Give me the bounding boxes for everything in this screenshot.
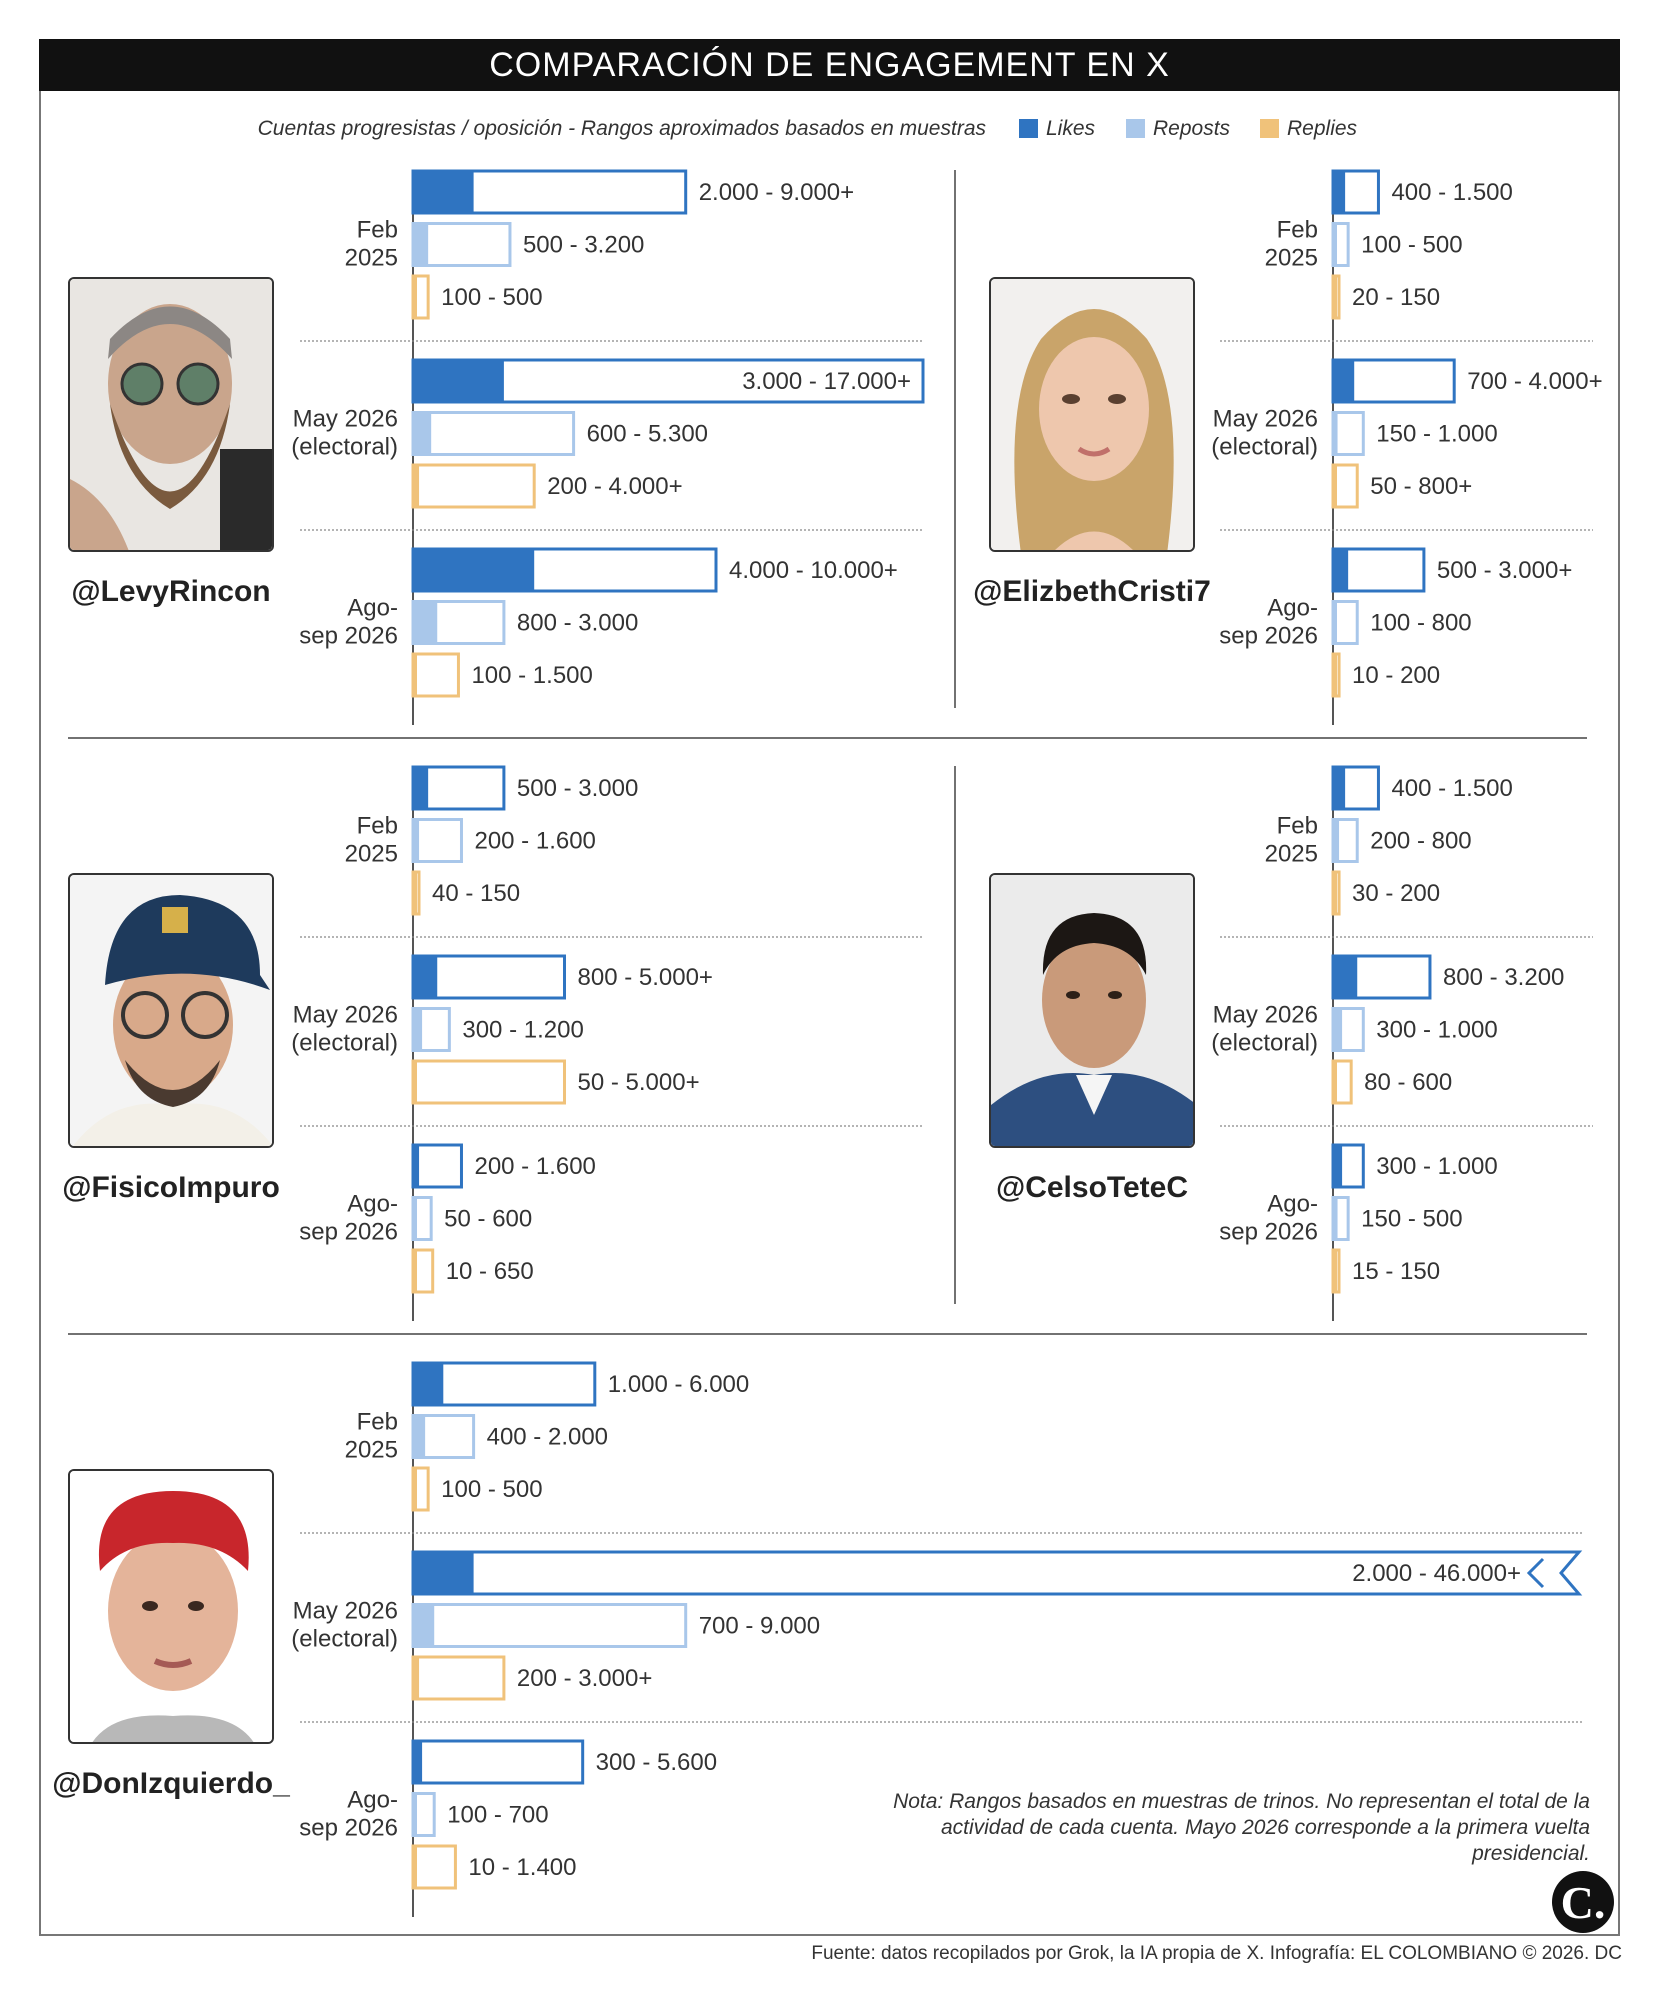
bar-replies-min [1333, 465, 1337, 507]
bar-reposts-outline [413, 820, 461, 862]
bar-value-label: 100 - 1.500 [471, 662, 593, 689]
bar-replies-min [413, 1846, 417, 1888]
bar-reposts-min [1333, 413, 1338, 455]
bar-value-label: 15 - 150 [1352, 1258, 1441, 1285]
bar-value-label: 80 - 600 [1364, 1069, 1453, 1096]
legend-label-likes: Likes [1046, 117, 1096, 140]
bar-value-label: 800 - 5.000+ [577, 964, 713, 991]
legend-label-reposts: Reposts [1153, 117, 1231, 140]
period-label: 2025 [1264, 840, 1318, 868]
bar-value-label: 300 - 5.600 [595, 1749, 718, 1776]
bar-value-label: 200 - 4.000+ [547, 473, 683, 500]
bar-value-label: 100 - 700 [447, 1801, 549, 1829]
period-label: 2025 [344, 244, 398, 272]
bar-value-label: 2.000 - 46.000+ [1352, 1560, 1521, 1587]
bar-replies-min [413, 1657, 419, 1699]
bar-value-label: 100 - 500 [441, 1476, 543, 1503]
period-label: (electoral) [291, 1625, 398, 1653]
period-label: Feb [1276, 812, 1318, 840]
period-label: sep 2026 [299, 622, 398, 650]
bar-replies-min [1333, 872, 1337, 914]
bar-value-label: 50 - 5.000+ [577, 1069, 700, 1096]
bar-replies-min [413, 1250, 417, 1292]
bar-replies-min [1333, 654, 1337, 696]
bar-value-label: 200 - 3.000+ [516, 1665, 653, 1692]
period-label: (electoral) [1211, 1029, 1318, 1057]
bar-reposts-min [1333, 1198, 1338, 1240]
period-label: Feb [356, 1408, 398, 1436]
period-label: sep 2026 [1219, 622, 1318, 650]
period-label: sep 2026 [299, 1814, 398, 1842]
bar-reposts-min [1333, 1009, 1342, 1051]
period-label: May 2026 [292, 1597, 398, 1625]
period-label: (electoral) [291, 1029, 398, 1057]
handle-elizbethcristi7: @ElizbethCristi7 [973, 575, 1211, 608]
period-label: 2025 [344, 1436, 398, 1464]
bar-replies-min [413, 872, 417, 914]
bar-reposts-min [413, 413, 431, 455]
bar-reposts-min [413, 1009, 422, 1051]
bar-value-label: 300 - 1.000 [1376, 1153, 1498, 1180]
bar-reposts-min [1333, 224, 1337, 266]
handle-levyrincon: @LevyRincon [71, 575, 271, 608]
bar-likes-min [413, 956, 437, 998]
bar-value-label: 800 - 3.000 [516, 609, 639, 637]
bar-value-label: 500 - 3.000 [516, 775, 639, 802]
period-label: May 2026 [292, 1001, 398, 1029]
bar-value-label: 100 - 800 [1370, 609, 1472, 637]
bar-likes-outline [413, 1145, 461, 1187]
bar-likes-min [1333, 956, 1357, 998]
period-label: May 2026 [292, 405, 398, 433]
bar-likes-min [413, 549, 534, 591]
bar-replies-outline [413, 654, 458, 696]
bar-value-label: 10 - 1.400 [468, 1854, 577, 1881]
bar-replies-min [413, 654, 417, 696]
bar-reposts-min [1333, 820, 1339, 862]
period-label: (electoral) [1211, 433, 1318, 461]
handle-celsotetec: @CelsoTeteC [995, 1171, 1189, 1204]
bar-value-label: 500 - 3.200 [522, 231, 645, 259]
bar-value-label: 700 - 9.000 [698, 1612, 821, 1640]
bar-replies-min [1333, 1250, 1337, 1292]
bar-value-label: 300 - 1.000 [1376, 1016, 1498, 1044]
bar-likes-min [1333, 360, 1354, 402]
bar-likes-min [413, 1552, 474, 1594]
period-label: Ago- [347, 1190, 398, 1218]
bar-likes-min [413, 1363, 443, 1405]
bar-replies-min [413, 276, 417, 318]
bar-replies-outline [413, 1846, 455, 1888]
bar-value-label: 200 - 1.600 [474, 827, 596, 855]
period-label: 2025 [1264, 244, 1318, 272]
bar-value-label: 500 - 3.000+ [1436, 557, 1573, 584]
bar-likes-min [413, 1145, 419, 1187]
bar-reposts-min [413, 820, 419, 862]
period-label: May 2026 [1212, 1001, 1318, 1029]
bar-likes-min [1333, 1145, 1342, 1187]
bar-likes-min [413, 360, 504, 402]
bar-value-label: 40 - 150 [432, 880, 521, 907]
period-label: sep 2026 [299, 1218, 398, 1246]
bar-likes-min [1333, 171, 1345, 213]
bar-reposts-min [1333, 602, 1337, 644]
bar-value-label: 100 - 500 [441, 284, 543, 311]
bar-replies-outline [413, 1657, 504, 1699]
bar-reposts-min [413, 1605, 434, 1647]
bar-value-label: 1.000 - 6.000 [607, 1371, 750, 1398]
bar-replies-outline [413, 1061, 565, 1103]
bar-reposts-min [413, 1198, 417, 1240]
bar-likes-outline [413, 1741, 583, 1783]
subtitle: Cuentas progresistas / oposición - Rangos aproximados basados en muestras [257, 117, 986, 140]
bar-value-label: 50 - 600 [444, 1205, 533, 1233]
handle-fisicoimpuro: @FisicoImpuro [62, 1171, 280, 1204]
bar-likes-min [413, 767, 428, 809]
bar-value-label: 700 - 4.000+ [1467, 368, 1603, 395]
period-label: Ago- [1267, 594, 1318, 622]
bar-likes-min [1333, 549, 1348, 591]
period-label: Feb [356, 216, 398, 244]
bar-reposts-min [413, 1794, 417, 1836]
period-label: (electoral) [291, 433, 398, 461]
bar-value-label: 10 - 200 [1352, 662, 1441, 689]
handle-donizquierdo: @DonIzquierdo_ [52, 1767, 290, 1800]
el-colombiano-logo-icon: C. [1552, 1871, 1614, 1933]
footnote: Nota: Rangos basados en muestras de trinos. No representan el total de la actividad de cada cuenta. Mayo 2026 corresponde a la primera vuelta presidencial. [893, 1790, 1590, 1865]
period-label: May 2026 [1212, 405, 1318, 433]
source-credit: Fuente: datos recopilados por Grok, la IA propia de X. Infografía: EL COLOMBIANO © 2026. DC [811, 1943, 1622, 1964]
bar-replies-min [413, 465, 419, 507]
legend-label-replies: Replies [1287, 117, 1358, 140]
bar-value-label: 100 - 500 [1361, 231, 1463, 259]
period-label: Feb [1276, 216, 1318, 244]
bar-replies-outline [413, 465, 534, 507]
bar-value-label: 4.000 - 10.000+ [729, 557, 898, 584]
bar-value-label: 400 - 2.000 [486, 1423, 609, 1451]
bar-likes-min [413, 1741, 422, 1783]
bar-replies-min [413, 1061, 417, 1103]
bar-reposts-min [413, 224, 428, 266]
bar-value-label: 150 - 500 [1361, 1205, 1463, 1233]
bar-likes-min [413, 171, 474, 213]
bar-value-label: 2.000 - 9.000+ [698, 179, 855, 206]
period-label: Ago- [347, 594, 398, 622]
bar-reposts-outline [413, 1605, 686, 1647]
bar-value-label: 30 - 200 [1352, 880, 1441, 907]
bar-reposts-min [413, 602, 437, 644]
infographic-title: COMPARACIÓN DE ENGAGEMENT EN X [39, 39, 1620, 91]
period-label: Feb [356, 812, 398, 840]
bar-reposts-outline [413, 413, 574, 455]
bar-value-label: 400 - 1.500 [1391, 775, 1513, 802]
bar-value-label: 300 - 1.200 [462, 1016, 584, 1044]
bar-value-label: 150 - 1.000 [1376, 420, 1498, 448]
bar-replies-min [413, 1468, 417, 1510]
period-label: Ago- [1267, 1190, 1318, 1218]
bar-value-label: 800 - 3.200 [1442, 964, 1565, 991]
bar-value-label: 600 - 5.300 [586, 420, 709, 448]
period-label: 2025 [344, 840, 398, 868]
bar-value-label: 50 - 800+ [1370, 473, 1473, 500]
bar-replies-min [1333, 276, 1337, 318]
bar-value-label: 200 - 800 [1370, 827, 1472, 855]
bar-replies-min [1333, 1061, 1337, 1103]
period-label: sep 2026 [1219, 1218, 1318, 1246]
bar-likes-min [1333, 767, 1345, 809]
bar-value-label: 20 - 150 [1352, 284, 1441, 311]
bar-reposts-min [413, 1416, 425, 1458]
bar-value-label: 3.000 - 17.000+ [742, 368, 911, 395]
bar-value-label: 10 - 650 [445, 1258, 534, 1285]
bar-value-label: 400 - 1.500 [1391, 179, 1513, 206]
period-label: Ago- [347, 1786, 398, 1814]
bar-value-label: 200 - 1.600 [474, 1153, 596, 1180]
